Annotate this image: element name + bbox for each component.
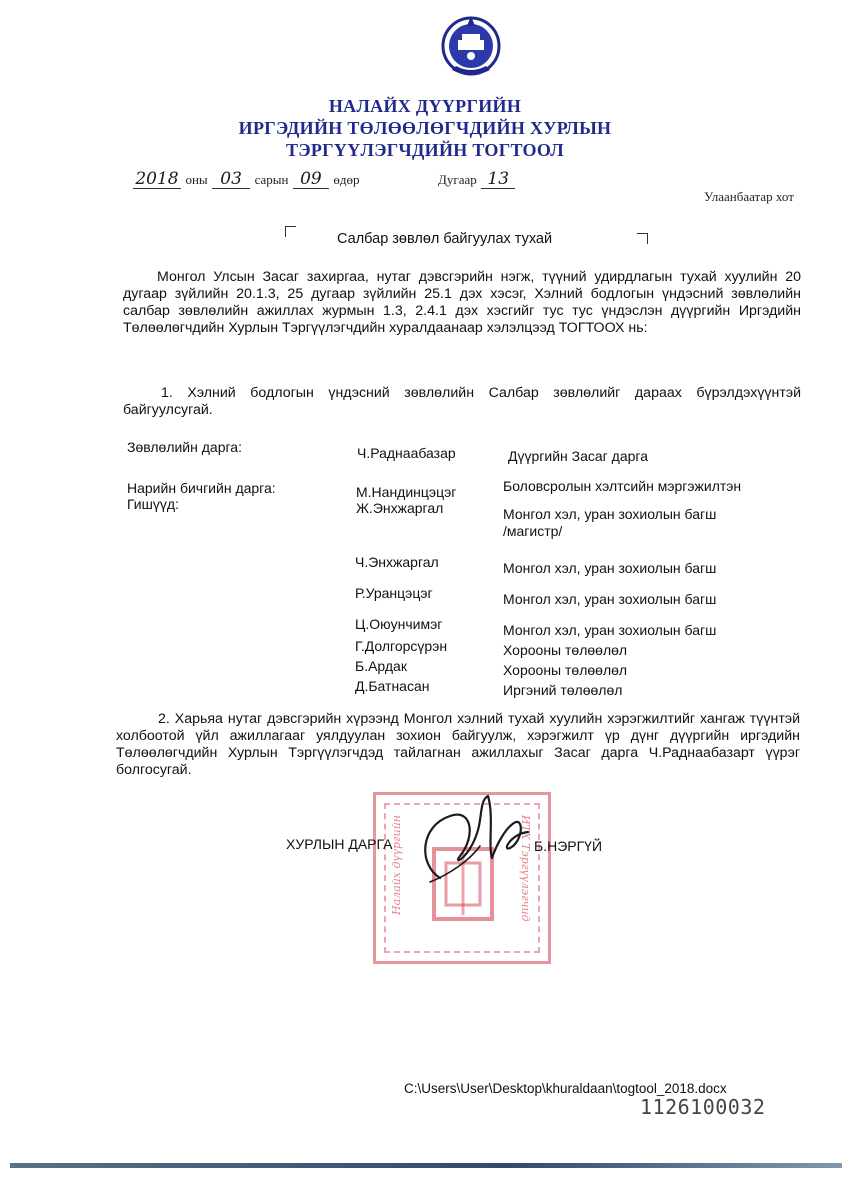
header-line-2: ИРГЭДИЙН ТӨЛӨӨЛӨГЧДИЙН ХУРЛЫН (238, 118, 612, 138)
council-name: Д.Батнасан (355, 678, 430, 694)
council-name: Р.Уранцэцэг (355, 585, 433, 601)
official-stamp: Налайх дүүргийн ИТХ Тэргүүлэгчид (373, 792, 551, 964)
document-number (438, 170, 515, 189)
date-line (133, 170, 359, 189)
council-name: Ж.Энхжаргал (356, 500, 444, 516)
serial-number: 1126100032 (640, 1095, 766, 1119)
date-day: 09 (293, 170, 329, 189)
council-name: Ч.Энхжаргал (355, 554, 439, 570)
date-year-label: оны (185, 172, 208, 187)
council-position: Монгол хэл, уран зохиолын багш (503, 506, 717, 522)
council-name: Г.Долгорсүрэн (355, 638, 448, 654)
item-2: 2. Харьяа нутаг дэвсгэрийн хүрээнд Монгол хэлний тухай хуулийн хэрэгжилтийг хангаж түүнтэй холбоотой үйл ажиллагааг уялдуулан зохион байгуулж, хэрэгжилт үр дүнг дүүргийн иргэдийн Төлөөлөгчдийн Хурлын Тэргүүлэгчдэд тайлагнан ажиллахыг Засаг дарга Ч.Раднаабазарт үүрэг болгосугай. (116, 711, 800, 778)
header-line-1: НАЛАЙХ ДҮҮРГИЙН (328, 96, 522, 116)
role-members: Гишүүд: (127, 496, 179, 512)
signatory-title: ХУРЛЫН ДАРГА (286, 836, 393, 852)
council-position: Боловсролын хэлтсийн мэргэжилтэн (503, 478, 742, 494)
scan-edge-bar (10, 1163, 842, 1168)
subject-title: Салбар зөвлөл байгуулах тухай (337, 231, 553, 247)
date-year: 2018 (133, 170, 181, 189)
intro-paragraph: Монгол Улсын Засаг захиргаа, нутаг дэвсгэрийн нэгж, түүний удирдлагын тухай хуулийн 20 дугаар зүйлийн 20.1.3, 25 дугаар зүйлийн 25.1 дэх хэсэг, Хэлний бодлогын үндэсний зөвлөлийн салбар зөвлөлийн ажиллах журмын 1.3, 2.4.1 дэх хэсгийг тус тус үндэслэн дүүргийн Иргэдийн Төлөөлөгчдийн Хурлын Тэргүүлэгчдийн хуралдаанаар хэлэлцээд ТОГТООХ нь: (123, 269, 801, 336)
number-value: 13 (481, 170, 515, 189)
header-line-3: ТЭРГҮҮЛЭГЧДИЙН ТОГТООЛ (286, 140, 564, 160)
date-month-label: сарын (254, 172, 289, 187)
signatory-name: Б.НЭРГҮЙ (534, 838, 603, 854)
state-emblem-icon (440, 12, 502, 82)
council-name: М.Нандинцэцэг (356, 484, 457, 500)
role-secretary: Нарийн бичгийн дарга: (127, 480, 276, 496)
council-position: Иргэний төлөөлөл (503, 682, 623, 698)
city-label: Улаанбаатар хот (704, 189, 794, 204)
council-position: Монгол хэл, уран зохиолын багш (503, 622, 717, 638)
item-1: 1. Хэлний бодлогын үндэсний зөвлөлийн Салбар зөвлөлийг дараах бүрэлдэхүүнтэй байгуулсугай. (123, 385, 801, 418)
council-position-extra: /магистр/ (503, 523, 563, 539)
council-position: Хорооны төлөөлөл (503, 662, 628, 678)
council-position: Дүүргийн Засаг дарга (508, 448, 648, 464)
council-position: Хорооны төлөөлөл (503, 642, 628, 658)
council-name: Ц.Оюунчимэг (355, 616, 443, 632)
bracket-right (637, 233, 648, 244)
number-label: Дугаар (438, 172, 477, 187)
council-name: Б.Ардак (355, 658, 407, 674)
date-month: 03 (212, 170, 250, 189)
council-name: Ч.Раднаабазар (357, 445, 456, 461)
bracket-left (285, 226, 296, 237)
handwritten-signature (410, 786, 540, 896)
council-position: Монгол хэл, уран зохиолын багш (503, 591, 717, 607)
date-day-label: өдөр (333, 172, 360, 187)
role-chair: Зөвлөлийн дарга: (127, 439, 242, 455)
council-position: Монгол хэл, уран зохиолын багш (503, 560, 717, 576)
file-path: C:\Users\User\Desktop\khuraldaan\togtool_2018.docx (404, 1081, 727, 1096)
